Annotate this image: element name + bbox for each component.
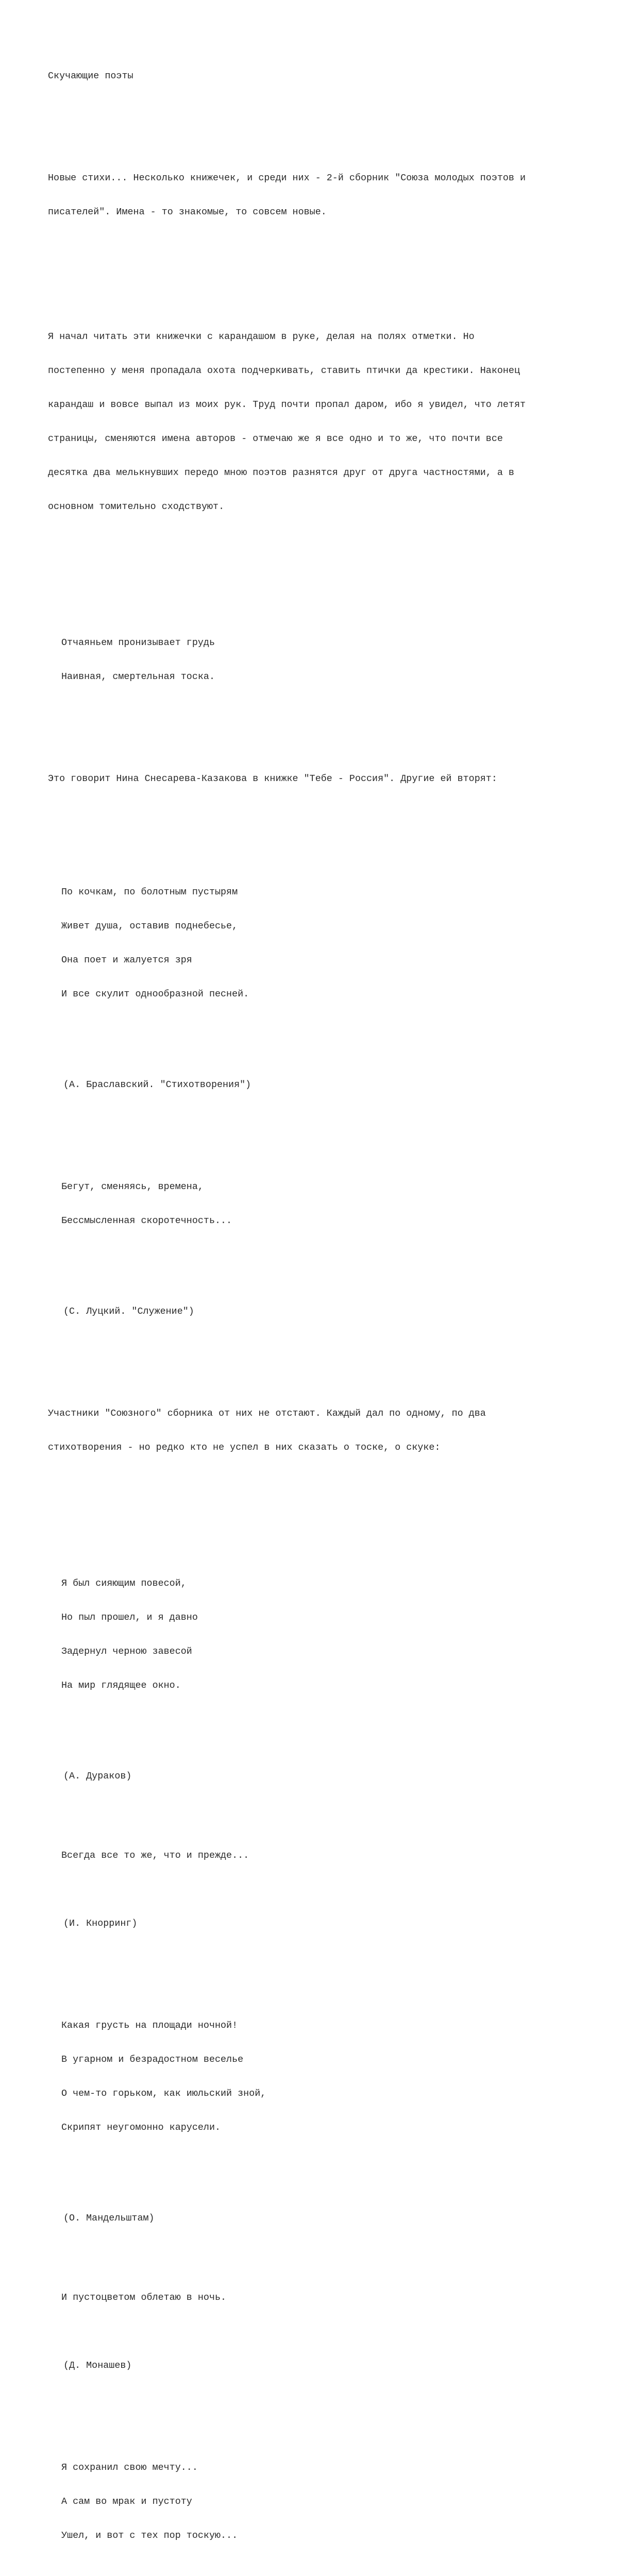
verse-line: В угарном и безрадостном веселье — [61, 2054, 244, 2065]
verse-line: Наивная, смертельная тоска. — [61, 671, 215, 682]
verse-line: А сам во мрак и пустоту — [61, 2496, 192, 2507]
text-line: стихотворения - но редко кто не успел в них сказать о тоске, о скуке: — [48, 1442, 441, 1453]
attribution-lutsky: (С. Луцкий. "Служение") — [63, 1306, 194, 1317]
text-line: основном томительно сходствуют. — [48, 501, 225, 512]
verse-line: Скрипят неугомонно карусели. — [61, 2122, 221, 2133]
verse-line: Живет душа, оставив поднебесье, — [61, 921, 238, 931]
verse-line: Она поет и жалуется зря — [61, 955, 192, 965]
attribution-mandelstam: (О. Мандельштам) — [63, 2213, 155, 2224]
verse-line: Но пыл прошел, и я давно — [61, 1612, 198, 1623]
text-line: страницы, сменяются имена авторов - отмечаю же я все одно и то же, что почти все — [48, 433, 503, 444]
verse-line: Отчаяньем пронизывает грудь — [61, 637, 215, 648]
article-title: Скучающие поэты — [48, 71, 133, 81]
quote-durakov — [48, 1555, 625, 1714]
text-line: постепенно у меня пропадала охота подчеркивать, ставить птички да крестики. Наконец — [48, 365, 520, 376]
quote-monashev: И пустоцветом облетаю в ночь. — [61, 2292, 227, 2303]
quote-braslavsky — [48, 864, 625, 1023]
quote-snesareva — [48, 615, 625, 705]
text-line: десятка два мелькнувших передо мною поэтов разнятся друг от друга частностями, а в — [48, 467, 514, 478]
text-line: Я начал читать эти книжечки с карандашом в руке, делая на полях отметки. Но — [48, 331, 475, 342]
verse-line: Я был сияющим повесой, — [61, 1578, 187, 1589]
text-line: писателей". Имена - то знакомые, то совсем новые. — [48, 207, 327, 217]
verse-line: На мир глядящее окно. — [61, 1680, 181, 1691]
quote-lutsky — [48, 1159, 625, 1249]
verse-line: Я сохранил свою мечту... — [61, 2462, 198, 2473]
paragraph-others: Это говорит Нина Снесарева-Казакова в книжке "Тебе - Россия". Другие ей вторят: — [48, 773, 497, 784]
paragraph-intro — [48, 150, 625, 241]
verse-line: Ушел, и вот с тех пор тоскую... — [61, 2530, 238, 2541]
quote-knorring: Всегда все то же, что и прежде... — [61, 1850, 249, 1861]
verse-line: По кочкам, по болотным пустырям — [61, 887, 238, 897]
quote-rogalya-levitsky — [48, 2439, 625, 2564]
verse-line: Задернул черною завесой — [61, 1646, 192, 1657]
verse-line: Бегут, сменяясь, времена, — [61, 1181, 204, 1192]
document-body — [48, 48, 625, 2576]
verse-line: И все скулит однообразной песней. — [61, 989, 249, 999]
text-line: карандаш и вовсе выпал из моих рук. Труд почти пропал даром, ибо я увидел, что летят — [48, 399, 526, 410]
verse-line: Какая грусть на площади ночной! — [61, 2020, 238, 2031]
verse-line: Бессмысленная скоротечность... — [61, 1215, 232, 1226]
attribution-monashev: (Д. Монашев) — [63, 2360, 132, 2371]
text-line: Новые стихи... Несколько книжечек, и среди них - 2-й сборник "Союза молодых поэтов и — [48, 173, 526, 183]
text-line: Участники "Союзного" сборника от них не отстают. Каждый дал по одному, по два — [48, 1408, 486, 1419]
paragraph-reading — [48, 309, 625, 535]
paragraph-participants — [48, 1385, 625, 1476]
attribution-braslavsky: (А. Браславский. "Стихотворения") — [63, 1079, 251, 1090]
quote-mandelstam — [48, 1997, 625, 2156]
attribution-knorring: (И. Кнорринг) — [63, 1918, 138, 1929]
attribution-durakov: (А. Дураков) — [63, 1771, 132, 1782]
verse-line: О чем-то горьком, как июльский зной, — [61, 2088, 266, 2099]
